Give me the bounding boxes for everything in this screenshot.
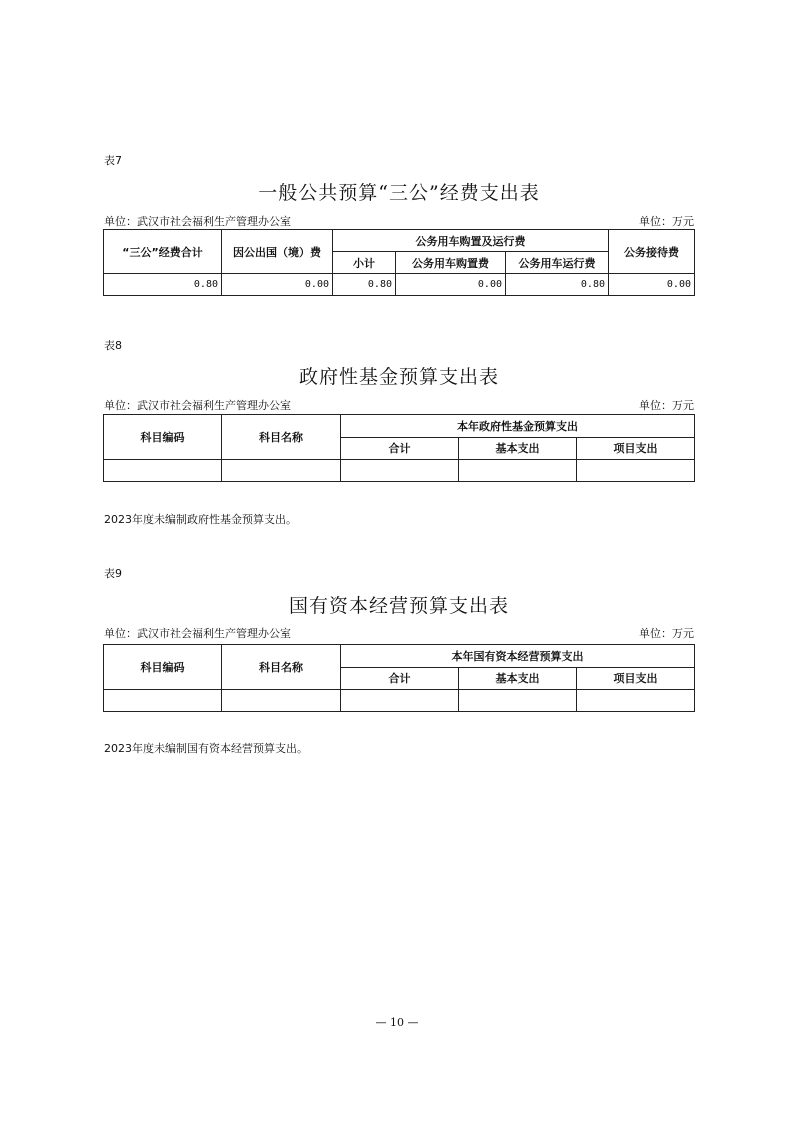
table-row [104, 274, 695, 296]
table7-unit-currency: 单位：万元 [639, 215, 694, 228]
table8-unit-org: 单位：武汉市社会福利生产管理办公室 [104, 399, 291, 412]
table9-unit-currency: 单位：万元 [639, 627, 694, 640]
header-abroad: 因公出国（境）费 [222, 230, 333, 274]
header-operation: 公务用车运行费 [506, 252, 609, 274]
header-sum: 合计 [341, 667, 459, 690]
table8-unit-currency: 单位：万元 [639, 399, 694, 412]
table8-note: 2023年度未编制政府性基金预算支出。 [104, 513, 297, 526]
table9-unit-org: 单位：武汉市社会福利生产管理办公室 [104, 627, 291, 640]
header-total: “三公”经费合计 [104, 230, 222, 274]
header-purchase: 公务用车购置费 [396, 252, 506, 274]
header-basic: 基本支出 [459, 667, 577, 690]
empty-cell [104, 690, 222, 712]
header-project: 项目支出 [577, 437, 695, 460]
empty-cell [341, 690, 459, 712]
table8-title: 政府性基金预算支出表 [298, 366, 499, 388]
header-sum: 合计 [341, 437, 459, 460]
table8-government-fund [103, 414, 695, 482]
empty-cell [459, 460, 577, 482]
header-basic: 基本支出 [459, 437, 577, 460]
empty-cell [577, 690, 695, 712]
value-purchase: 0.00 [396, 274, 506, 296]
table9-unit-row [104, 625, 694, 641]
table7-unit-org: 单位：武汉市社会福利生产管理办公室 [104, 215, 291, 228]
table9-state-capital [103, 644, 695, 712]
page-number: — 10 — [375, 1016, 419, 1029]
table-row [104, 460, 695, 482]
empty-cell [222, 690, 341, 712]
header-name: 科目名称 [222, 645, 341, 690]
header-subtotal: 小计 [333, 252, 396, 274]
table7-label: 表7 [104, 154, 122, 167]
table-row [104, 690, 695, 712]
empty-cell [577, 460, 695, 482]
empty-cell [341, 460, 459, 482]
empty-cell [459, 690, 577, 712]
header-group: 本年政府性基金预算支出 [341, 415, 695, 438]
table9-note: 2023年度未编制国有资本经营预算支出。 [104, 742, 308, 755]
table8-label: 表8 [104, 339, 122, 352]
header-code: 科目编码 [104, 415, 222, 460]
value-total: 0.80 [104, 274, 222, 296]
table7-title: 一般公共预算“三公”经费支出表 [258, 182, 540, 204]
table9-label: 表9 [104, 567, 122, 580]
header-name: 科目名称 [222, 415, 341, 460]
table8-unit-row [104, 397, 694, 413]
empty-cell [222, 460, 341, 482]
table7-unit-row [104, 213, 694, 229]
header-vehicle-group: 公务用车购置及运行费 [333, 230, 609, 252]
header-project: 项目支出 [577, 667, 695, 690]
value-subtotal: 0.80 [333, 274, 396, 296]
header-code: 科目编码 [104, 645, 222, 690]
table9-title: 国有资本经营预算支出表 [288, 595, 509, 617]
header-group: 本年国有资本经营预算支出 [341, 645, 695, 668]
value-reception: 0.00 [609, 274, 695, 296]
header-reception: 公务接待费 [609, 230, 695, 274]
empty-cell [104, 460, 222, 482]
value-abroad: 0.00 [222, 274, 333, 296]
table7-three-public-expenses [103, 229, 695, 296]
value-operation: 0.80 [506, 274, 609, 296]
